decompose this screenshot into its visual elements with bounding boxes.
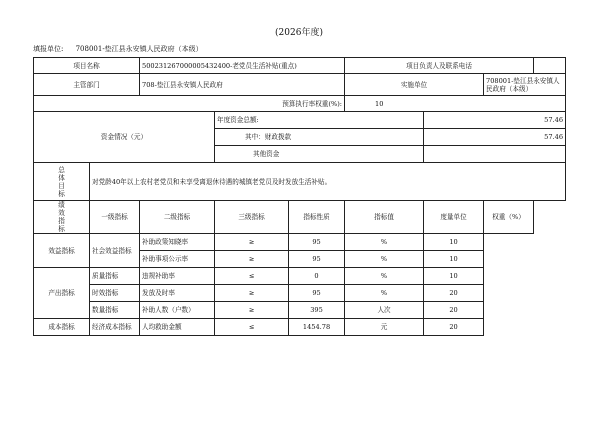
indicator-level2: 质量指标 xyxy=(90,268,140,285)
indicator-level2: 数量指标 xyxy=(90,302,140,319)
fill-unit-label: 填报单位: xyxy=(33,45,64,53)
indicator-value: 95 xyxy=(289,285,345,302)
col-header: 权重（%） xyxy=(484,201,534,234)
indicator-value: 395 xyxy=(289,302,345,319)
performance-table xyxy=(33,57,566,336)
indicator-weight: 10 xyxy=(424,251,484,268)
indicator-unit: % xyxy=(345,268,424,285)
indicator-level1: 效益指标 xyxy=(34,234,90,268)
indicator-row xyxy=(34,285,566,302)
dept-label: 主管部门 xyxy=(34,74,140,96)
indicator-unit: 人次 xyxy=(345,302,424,319)
indicator-row xyxy=(34,302,566,319)
indicator-weight: 20 xyxy=(424,319,484,336)
col-header: 指标性质 xyxy=(289,201,345,234)
indicator-level1: 成本指标 xyxy=(34,319,90,336)
indicator-level1: 产出指标 xyxy=(34,268,90,319)
weight-value: 10 xyxy=(345,96,566,112)
indicator-operator: ≥ xyxy=(215,251,289,268)
project-leader-label: 项目负责人及联系电话 xyxy=(345,58,534,74)
dept-row xyxy=(34,74,566,96)
header-year-title: (2026年度) xyxy=(275,28,323,38)
indicator-value: 95 xyxy=(289,251,345,268)
fill-unit-row xyxy=(33,44,213,54)
weight-label: 预算执行率权重(%): xyxy=(34,96,345,112)
indicator-unit: % xyxy=(345,234,424,251)
indicator-operator: ≤ xyxy=(215,268,289,285)
indicator-level2: 经济成本指标 xyxy=(90,319,140,336)
funds-other-value xyxy=(424,146,566,163)
col-header: 三级指标 xyxy=(215,201,289,234)
col-header: 指标值 xyxy=(345,201,424,234)
funds-total-label: 年度资金总额: xyxy=(215,112,424,129)
indicator-row xyxy=(34,268,566,285)
indicator-section-label: 绩效指标 xyxy=(34,201,90,234)
indicator-level3: 补助人数（户数） xyxy=(140,302,215,319)
project-name-row xyxy=(34,58,566,74)
indicator-level3: 补助政策知晓率 xyxy=(140,234,215,251)
indicator-header-row xyxy=(34,201,566,234)
funds-fiscal-value: 57.46 xyxy=(424,129,566,146)
indicator-level3: 发放及时率 xyxy=(140,285,215,302)
indicator-value: 95 xyxy=(289,234,345,251)
indicator-level3: 补助事项公示率 xyxy=(140,251,215,268)
indicator-operator: ≥ xyxy=(215,234,289,251)
col-header: 二级指标 xyxy=(140,201,215,234)
indicator-level3: 违规补助率 xyxy=(140,268,215,285)
indicator-level2: 时效指标 xyxy=(90,285,140,302)
impl-value: 708001-垫江县永安镇人民政府（本级） xyxy=(484,74,566,96)
indicator-value: 0 xyxy=(289,268,345,285)
weight-row xyxy=(34,96,566,112)
fill-unit-value: 708001-垫江县永安镇人民政府（本级） xyxy=(75,45,203,53)
goal-text: 对党龄40年以上农村老党员和未享受离退休待遇的城镇老党员及时发放生活补贴。 xyxy=(90,163,566,201)
indicator-weight: 10 xyxy=(424,268,484,285)
indicator-value: 1454.78 xyxy=(289,319,345,336)
indicator-unit: % xyxy=(345,251,424,268)
indicator-weight: 10 xyxy=(424,234,484,251)
indicator-level3: 人均救助金额 xyxy=(140,319,215,336)
project-name-label: 项目名称 xyxy=(34,58,140,74)
indicator-unit: % xyxy=(345,285,424,302)
dept-value: 708-垫江县永安镇人民政府 xyxy=(140,74,345,96)
funds-fiscal-label: 其中：财政拨款 xyxy=(215,129,424,146)
indicator-weight: 20 xyxy=(424,285,484,302)
indicator-operator: ≥ xyxy=(215,285,289,302)
impl-label: 实施单位 xyxy=(345,74,484,96)
indicator-weight: 20 xyxy=(424,302,484,319)
project-name-value: 500231267000005432400-老党员生活补贴(重点) xyxy=(140,58,345,74)
indicator-level2: 社会效益指标 xyxy=(90,234,140,268)
indicator-unit: 元 xyxy=(345,319,424,336)
col-header: 度量单位 xyxy=(424,201,484,234)
funds-label: 资金情况（元） xyxy=(34,112,215,163)
indicator-operator: ≥ xyxy=(215,302,289,319)
col-header: 一级指标 xyxy=(90,201,140,234)
funds-total-row xyxy=(34,112,566,129)
funds-other-label: 其他资金 xyxy=(215,146,424,163)
funds-total-value: 57.46 xyxy=(424,112,566,129)
project-leader-value xyxy=(534,58,566,74)
indicator-operator: ≤ xyxy=(215,319,289,336)
goal-label: 总体目标 xyxy=(34,163,90,201)
goal-row xyxy=(34,163,566,201)
indicator-row xyxy=(34,319,566,336)
indicator-row xyxy=(34,234,566,251)
